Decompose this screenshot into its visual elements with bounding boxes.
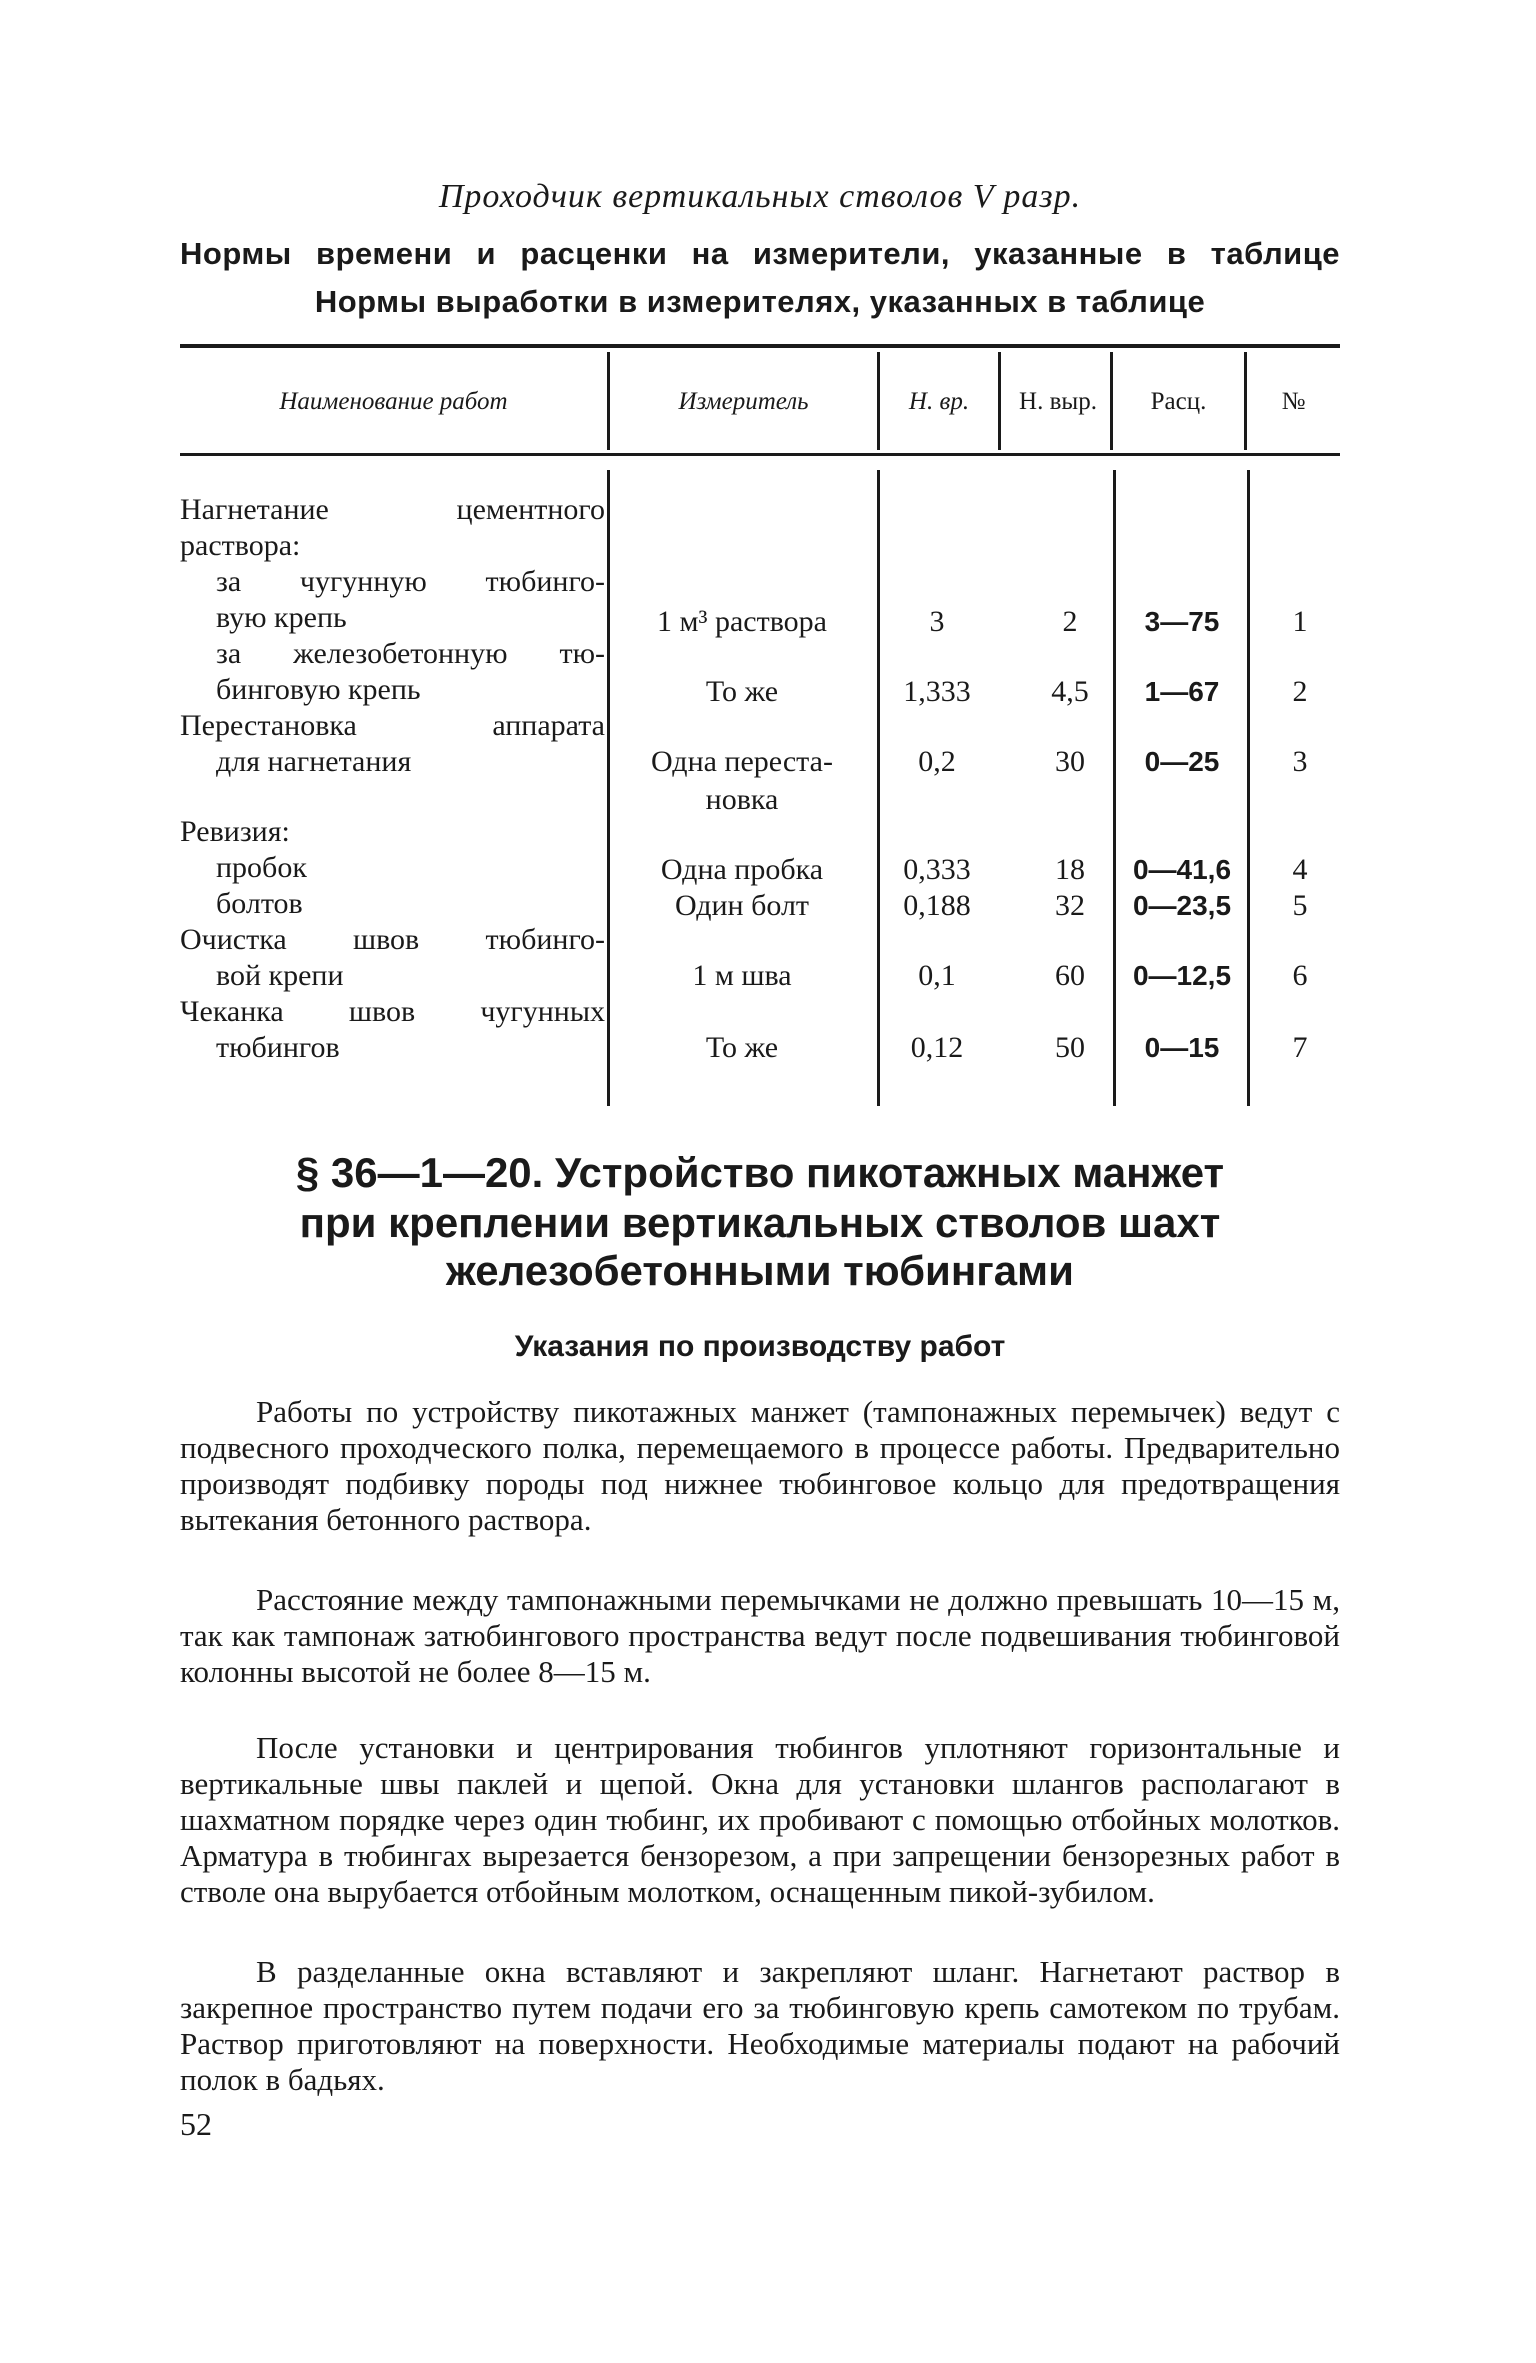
output-norm-cell: 4,5	[1051, 675, 1089, 708]
body-separator	[877, 470, 880, 1106]
body-paragraph: После установки и центрирования тюбингов уплотняют горизонтальные и вертикальные швы паклей и щепой. Окна для установки шлангов располагают в шахматном порядке через один тюбинг, их пробивают с помощью отбойных молотков. Арматура в тюбингах вырезается бензорезом, а при запрещении бензорезных работ в стволе она вырубается отбойным молотком, оснащенным пикой-зубилом.	[180, 1730, 1340, 1909]
row-number-cell: 3	[1292, 745, 1308, 778]
time-norm-cell: 0,333	[903, 853, 971, 886]
row-number-cell: 7	[1292, 1031, 1308, 1064]
output-norm-cell: 30	[1055, 745, 1085, 778]
column-header-number: №	[1281, 388, 1306, 416]
row-number-cell: 6	[1292, 959, 1308, 992]
body-separator	[1113, 470, 1116, 1106]
measure-cell: Одна пробка	[660, 853, 824, 886]
row-number-cell: 2	[1292, 675, 1308, 708]
work-name: вой крепи	[216, 959, 344, 992]
norms-line-1: Нормы времени и расценки на измерители, указанные в таблице	[180, 236, 1340, 271]
output-norm-cell: 32	[1055, 889, 1085, 922]
time-norm-cell: 0,2	[918, 745, 956, 778]
section-title-line-1: § 36—1—20. Устройство пикотажных манжет	[295, 1149, 1225, 1196]
row-number-cell: 5	[1292, 889, 1308, 922]
work-name: болтов	[216, 887, 303, 920]
work-name: за чугунную тюбинго-	[216, 565, 605, 598]
time-norm-cell: 3	[929, 605, 945, 638]
work-name: для нагнетания	[216, 745, 412, 778]
time-norm-cell: 0,188	[903, 889, 971, 922]
rate-cell: 0—23,5	[1132, 890, 1232, 921]
measure-cell: То же	[705, 675, 779, 708]
measure-cell: новка	[705, 783, 779, 816]
work-name: раствора:	[180, 529, 301, 562]
column-header-output: Н. выр.	[1019, 388, 1097, 416]
section-title-line-3: железобетонными тюбингами	[446, 1247, 1074, 1294]
rate-cell: 3—75	[1144, 606, 1220, 637]
body-separator	[1247, 470, 1250, 1106]
work-name: вую крепь	[216, 601, 347, 634]
output-norm-cell: 18	[1055, 853, 1085, 886]
column-header-name: Наименование работ	[279, 388, 508, 416]
work-name: Ревизия:	[180, 815, 290, 848]
section-subtitle: Указания по производству работ	[514, 1330, 1006, 1363]
table-header-rule	[180, 453, 1340, 456]
rate-cell: 0—12,5	[1132, 960, 1232, 991]
output-norm-cell: 50	[1055, 1031, 1085, 1064]
work-name: Чеканка швов чугунных	[180, 995, 605, 1028]
work-name: тюбингов	[216, 1031, 340, 1064]
section-title-line-2: при креплении вертикальных стволов шахт	[299, 1199, 1221, 1246]
header-separator	[998, 352, 1001, 450]
norms-line-2: Нормы выработки в измерителях, указанных в таблице	[314, 284, 1206, 319]
profession-heading: Проходчик вертикальных стволов V разр.	[438, 178, 1082, 215]
output-norm-cell: 60	[1055, 959, 1085, 992]
measure-cell: 1 м³ раствора	[657, 605, 827, 638]
rate-cell: 0—15	[1144, 1032, 1220, 1063]
body-paragraph: В разделанные окна вставляют и закрепляют шланг. Нагнетают раствор в закрепное пространство путем подачи его за тюбинговую крепь самотеком по трубам. Раствор приготовляют на поверхности. Необходимые материалы подают на рабочий полок в бадьях.	[180, 1954, 1340, 2097]
work-name: Перестановка аппарата	[180, 709, 605, 742]
time-norm-cell: 1,333	[903, 675, 971, 708]
work-name: бинговую крепь	[216, 673, 421, 706]
body-separator	[607, 470, 610, 1106]
output-norm-cell: 2	[1062, 605, 1078, 638]
column-header-measure: Измеритель	[678, 388, 809, 416]
time-norm-cell: 0,12	[910, 1031, 964, 1064]
table-top-rule	[180, 344, 1340, 348]
body-paragraph: Работы по устройству пикотажных манжет (тампонажных перемычек) ведут с подвесного проходческого полка, перемещаемого в процессе работы. Предварительно производят подбивку породы под нижнее тюбинговое кольцо для предотвращения вытекания бетонного раствора.	[180, 1394, 1340, 1537]
rate-cell: 0—41,6	[1132, 854, 1232, 885]
column-header-time: Н. вр.	[908, 388, 970, 416]
row-number-cell: 4	[1292, 853, 1308, 886]
page-number: 52	[180, 2106, 212, 2142]
row-number-cell: 1	[1292, 605, 1308, 638]
measure-cell: 1 м шва	[692, 959, 792, 992]
work-name: Нагнетание цементного	[180, 493, 605, 526]
time-norm-cell: 0,1	[918, 959, 956, 992]
work-name: пробок	[216, 851, 307, 884]
column-header-rate: Расц.	[1150, 388, 1207, 416]
measure-cell: Один болт	[674, 889, 810, 922]
work-name: Очистка швов тюбинго-	[180, 923, 605, 956]
rate-cell: 0—25	[1144, 746, 1220, 777]
measure-cell: Одна переста-	[651, 745, 833, 778]
document-page	[180, 0, 1340, 2363]
rate-cell: 1—67	[1144, 676, 1220, 707]
body-paragraph: Расстояние между тампонажными перемычками не должно превышать 10—15 м, так как тампонаж затюбингового пространства ведут после подвешивания тюбинговой колонны высотой не более 8—15 м.	[180, 1582, 1340, 1689]
work-name: за железобетонную тю-	[216, 637, 605, 670]
measure-cell: То же	[705, 1031, 779, 1064]
